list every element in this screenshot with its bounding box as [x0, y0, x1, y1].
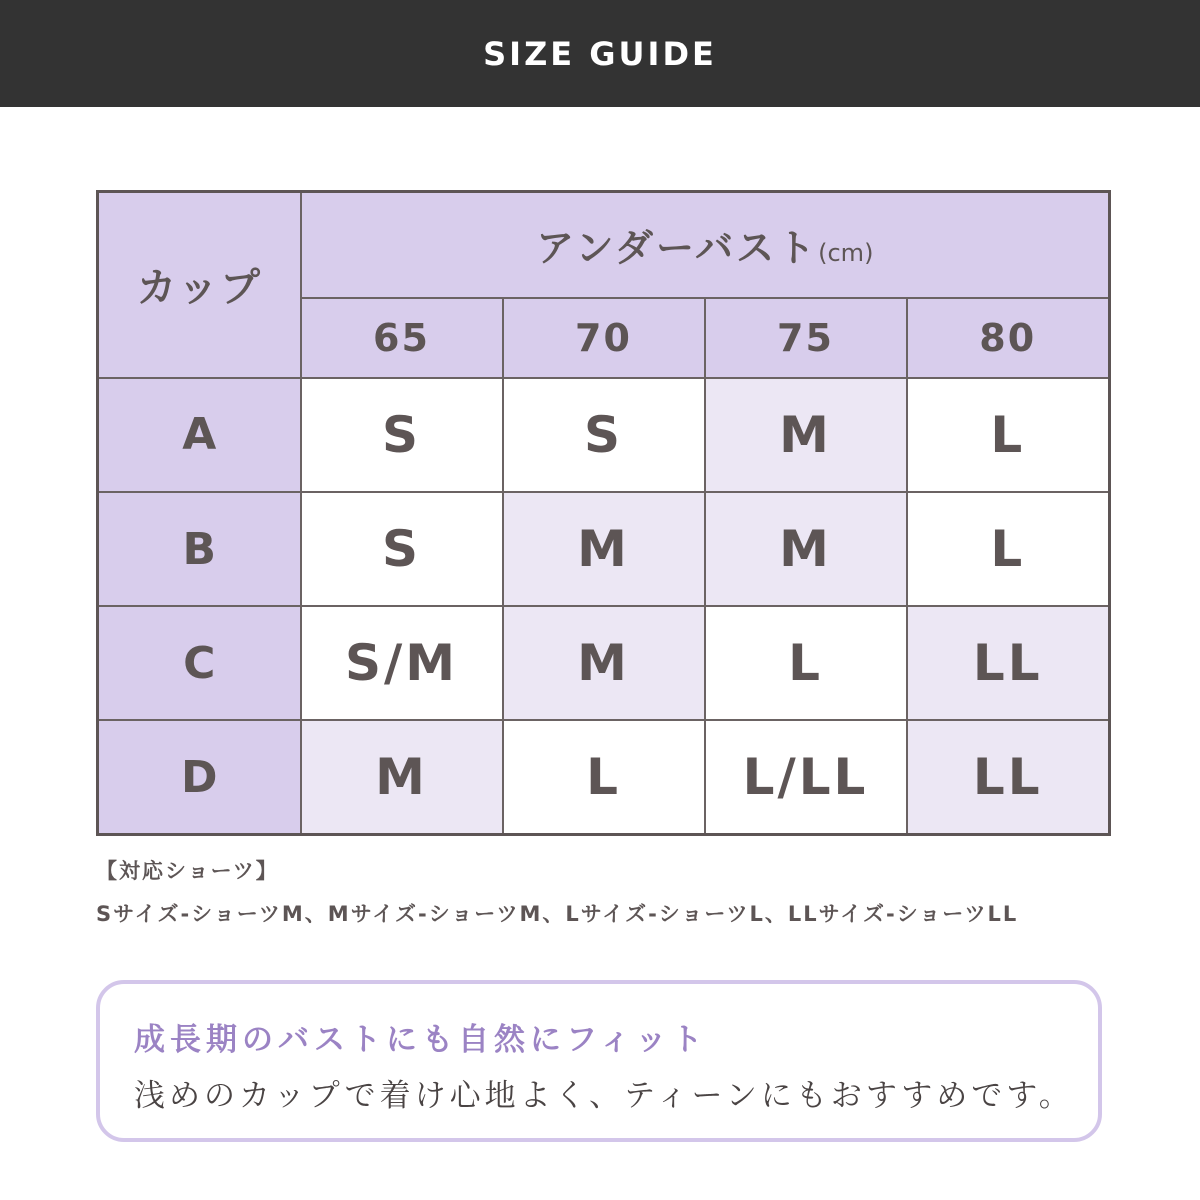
shorts-note-title: 【対応ショーツ】: [96, 859, 279, 883]
size-cell: S/M: [301, 606, 503, 720]
size-table: [96, 190, 1111, 836]
feature-callout: [96, 980, 1102, 1142]
cup-header: [98, 192, 301, 378]
size-cell: LL: [907, 606, 1110, 720]
column-header: 75: [705, 298, 907, 378]
header-bar: [0, 0, 1200, 107]
size-cell: LL: [907, 720, 1110, 834]
underbust-unit: (cm): [818, 239, 874, 268]
size-cell: M: [705, 492, 907, 606]
page-title: SIZE GUIDE: [483, 34, 717, 73]
size-cell: S: [301, 378, 503, 492]
row-header: B: [98, 492, 301, 606]
column-header: 80: [907, 298, 1110, 378]
shorts-note-text: Sサイズ-ショーツM、Mサイズ-ショーツM、Lサイズ-ショーツL、LLサイズ-ショーツLL: [96, 902, 1019, 926]
size-cell: L: [907, 492, 1110, 606]
size-cell: L: [705, 606, 907, 720]
underbust-label: アンダーバスト: [536, 226, 819, 271]
size-cell: M: [301, 720, 503, 834]
table-row: [98, 720, 1110, 834]
row-header: C: [98, 606, 301, 720]
size-cell: M: [503, 606, 705, 720]
size-cell: L: [907, 378, 1110, 492]
size-cell: M: [503, 492, 705, 606]
size-cell: L: [503, 720, 705, 834]
table-row: [98, 606, 1110, 720]
callout-text: 浅めのカップで着け心地よく、ティーンにもおすすめです。: [134, 1078, 1074, 1114]
column-header: 70: [503, 298, 705, 378]
cup-label: カップ: [136, 265, 263, 312]
underbust-header: [301, 192, 1110, 298]
size-cell: S: [301, 492, 503, 606]
size-cell: S: [503, 378, 705, 492]
callout-title: 成長期のバストにも自然にフィット: [134, 1022, 708, 1058]
table-row: [98, 378, 1110, 492]
size-cell: M: [705, 378, 907, 492]
row-header: D: [98, 720, 301, 834]
column-header: 65: [301, 298, 503, 378]
row-header: A: [98, 378, 301, 492]
size-cell: L/LL: [705, 720, 907, 834]
table-row: [98, 492, 1110, 606]
table-header-row: [98, 192, 1110, 298]
